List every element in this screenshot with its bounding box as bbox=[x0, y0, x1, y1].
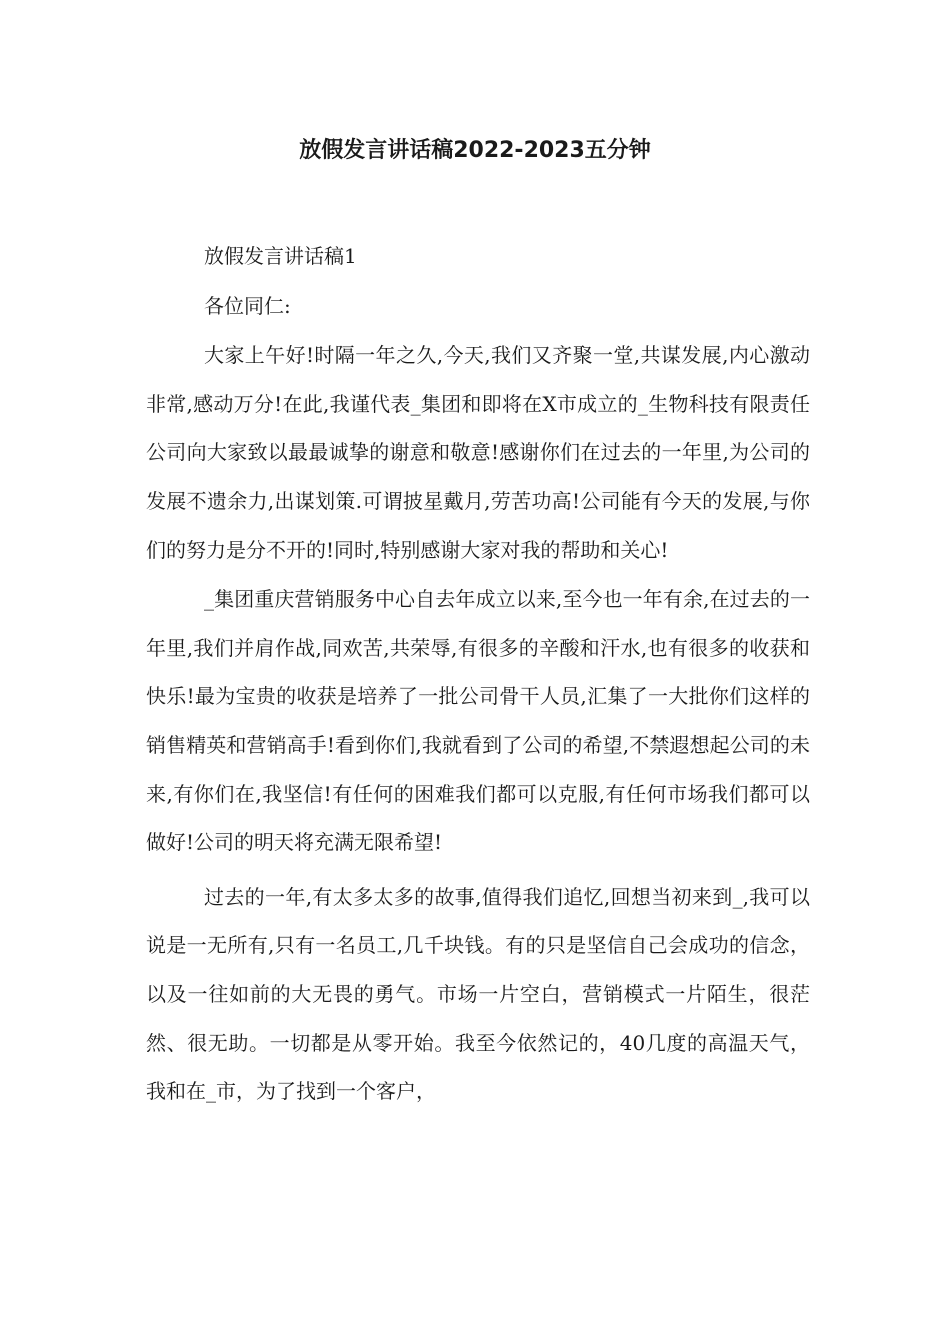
paragraph-3: 过去的一年,有太多太多的故事,值得我们追忆,回想当初来到_,我可以说是一无所有,只有一名员工,几千块钱。有的只是坚信自己会成功的信念，以及一往如前的大无畏的勇气。市场一片空白，营销模式一片陌生，很茫然、很无助。一切都是从零开始。我至今依然记的，40几度的高温天气，我和在_市，为了找到一个客户， bbox=[146, 884, 810, 1104]
paragraph-2: _集团重庆营销服务中心自去年成立以来,至今也一年有余,在过去的一年里,我们并肩作战,同欢苦,共荣辱,有很多的辛酸和汗水,也有很多的收获和快乐!最为宝贵的收获是培养了一批公司骨干人员,汇集了一大批你们这样的销售精英和营销高手!看到你们,我就看到了公司的希望,不禁遐想起公司的未来,有你们在,我坚信!有任何的困难我们都可以克服,有任何市场我们都可以做好!公司的明天将充满无限希望! bbox=[146, 587, 810, 855]
paragraph-1: 大家上午好!时隔一年之久,今天,我们又齐聚一堂,共谋发展,内心激动非常,感动万分!在此,我谨代表_集团和即将在X市成立的_生物科技有限责任公司向大家致以最最诚挚的谢意和敬意!感谢你们在过去的一年里,为公司的发展不遗余力,出谋划策.可谓披星戴月,劳苦功高!公司能有今天的发展,与你们的努力是分不开的!同时,特别感谢大家对我的帮助和关心! bbox=[146, 343, 810, 562]
document-body bbox=[146, 232, 810, 1117]
document-title: 放假发言讲话稿2022-2023五分钟 bbox=[299, 138, 651, 163]
section-heading: 放假发言讲话稿1 bbox=[204, 244, 357, 268]
salutation: 各位同仁: bbox=[204, 293, 291, 318]
